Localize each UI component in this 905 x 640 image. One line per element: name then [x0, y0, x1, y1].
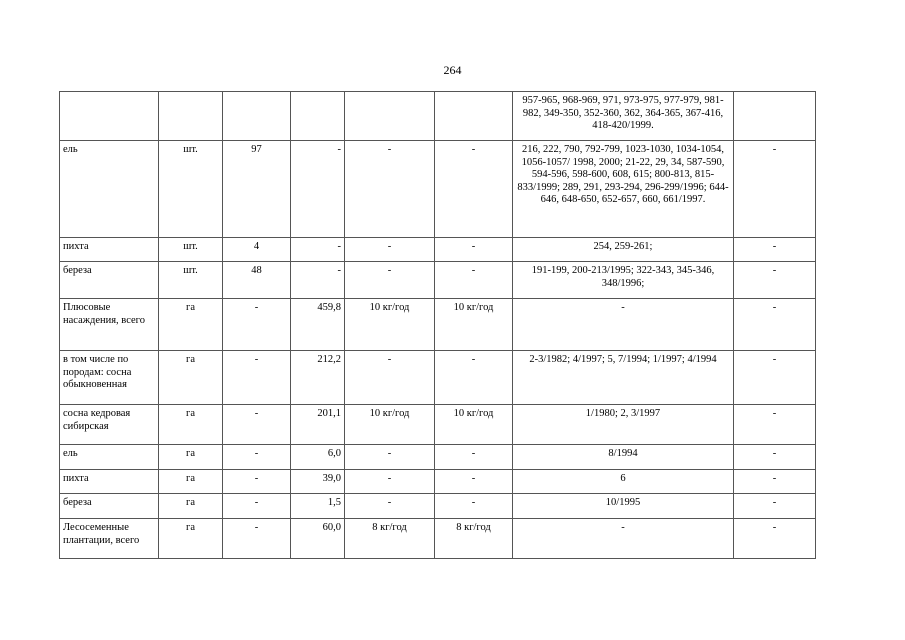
cell-unit: шт. — [159, 238, 223, 262]
cell-yield-2: - — [435, 262, 513, 299]
cell-area: 1,5 — [291, 494, 345, 519]
cell-yield-1: 10 кг/год — [345, 405, 435, 445]
cell-unit — [159, 92, 223, 141]
cell-area: - — [291, 262, 345, 299]
cell-yield-2: - — [435, 141, 513, 238]
cell-docs: - — [513, 519, 734, 559]
cell-yield-2: 10 кг/год — [435, 299, 513, 351]
table-row — [60, 519, 816, 559]
cell-area: - — [291, 141, 345, 238]
cell-yield-2 — [435, 92, 513, 141]
table-row — [60, 351, 816, 405]
cell-yield-1: - — [345, 445, 435, 470]
cell-yield-1: - — [345, 470, 435, 494]
cell-note — [734, 92, 816, 141]
cell-unit: га — [159, 445, 223, 470]
cell-name: ель — [60, 141, 159, 238]
cell-note: - — [734, 445, 816, 470]
table-row — [60, 92, 816, 141]
cell-yield-2: 10 кг/год — [435, 405, 513, 445]
cell-unit: га — [159, 299, 223, 351]
cell-qty: 4 — [223, 238, 291, 262]
cell-note: - — [734, 494, 816, 519]
cell-note: - — [734, 262, 816, 299]
cell-qty: 97 — [223, 141, 291, 238]
table-row — [60, 445, 816, 470]
cell-docs: 6 — [513, 470, 734, 494]
cell-yield-1: - — [345, 351, 435, 405]
cell-docs: 191-199, 200-213/1995; 322-343, 345-346, 348/1996; — [513, 262, 734, 299]
cell-note: - — [734, 238, 816, 262]
cell-name: пихта — [60, 238, 159, 262]
cell-qty: - — [223, 470, 291, 494]
cell-name: ель — [60, 445, 159, 470]
cell-docs: 2-3/1982; 4/1997; 5, 7/1994; 1/1997; 4/1994 — [513, 351, 734, 405]
cell-qty: - — [223, 351, 291, 405]
cell-yield-2: - — [435, 445, 513, 470]
cell-docs: 8/1994 — [513, 445, 734, 470]
cell-unit: га — [159, 405, 223, 445]
cell-name: пихта — [60, 470, 159, 494]
cell-area — [291, 92, 345, 141]
cell-name: Плюсовые насаждения, всего — [60, 299, 159, 351]
cell-yield-1 — [345, 92, 435, 141]
cell-docs: - — [513, 299, 734, 351]
page-number: 264 — [443, 63, 462, 77]
cell-docs: 10/1995 — [513, 494, 734, 519]
cell-name: береза — [60, 262, 159, 299]
cell-yield-1: 8 кг/год — [345, 519, 435, 559]
cell-docs: 216, 222, 790, 792-799, 1023-1030, 1034-1054, 1056-1057/ 1998, 2000; 21-22, 29, 34, 587-590, 594-596, 598-600, 608, 615; 800-813, 815-833/1999; 289, 291, 293-294, 296-299/1996; 644-646, 648-650, 652-657, 660, 661/1997. — [513, 141, 734, 238]
cell-qty: 48 — [223, 262, 291, 299]
cell-yield-2: - — [435, 351, 513, 405]
cell-note: - — [734, 519, 816, 559]
cell-qty: - — [223, 299, 291, 351]
table-row — [60, 238, 816, 262]
cell-name: в том числе по породам: сосна обыкновенная — [60, 351, 159, 405]
cell-name — [60, 92, 159, 141]
cell-note: - — [734, 141, 816, 238]
cell-yield-1: 10 кг/год — [345, 299, 435, 351]
table-row — [60, 470, 816, 494]
table-row — [60, 262, 816, 299]
cell-yield-1: - — [345, 238, 435, 262]
cell-unit: га — [159, 519, 223, 559]
cell-qty: - — [223, 519, 291, 559]
table-body — [60, 92, 816, 559]
cell-name: береза — [60, 494, 159, 519]
cell-name: сосна кедровая сибирская — [60, 405, 159, 445]
cell-note: - — [734, 405, 816, 445]
cell-note: - — [734, 299, 816, 351]
cell-docs: 1/1980; 2, 3/1997 — [513, 405, 734, 445]
cell-area: 212,2 — [291, 351, 345, 405]
table-row — [60, 299, 816, 351]
cell-area: 39,0 — [291, 470, 345, 494]
table-row — [60, 405, 816, 445]
cell-unit: га — [159, 351, 223, 405]
cell-area: 459,8 — [291, 299, 345, 351]
cell-unit: га — [159, 494, 223, 519]
cell-qty: - — [223, 445, 291, 470]
cell-yield-2: - — [435, 470, 513, 494]
table-row — [60, 141, 816, 238]
cell-name: Лесосеменные плантации, всего — [60, 519, 159, 559]
cell-unit: шт. — [159, 262, 223, 299]
table-row — [60, 494, 816, 519]
cell-area: 201,1 — [291, 405, 345, 445]
data-table — [59, 91, 816, 559]
cell-yield-1: - — [345, 141, 435, 238]
cell-area: 6,0 — [291, 445, 345, 470]
cell-qty: - — [223, 405, 291, 445]
cell-note: - — [734, 470, 816, 494]
cell-yield-1: - — [345, 494, 435, 519]
cell-yield-2: - — [435, 238, 513, 262]
cell-qty — [223, 92, 291, 141]
cell-qty: - — [223, 494, 291, 519]
cell-area: - — [291, 238, 345, 262]
cell-yield-2: - — [435, 494, 513, 519]
cell-docs: 254, 259-261; — [513, 238, 734, 262]
cell-yield-1: - — [345, 262, 435, 299]
cell-unit: шт. — [159, 141, 223, 238]
cell-note: - — [734, 351, 816, 405]
cell-docs: 957-965, 968-969, 971, 973-975, 977-979, 981-982, 349-350, 352-360, 362, 364-365, 367-416, 418-420/1999. — [513, 92, 734, 141]
cell-area: 60,0 — [291, 519, 345, 559]
cell-yield-2: 8 кг/год — [435, 519, 513, 559]
cell-unit: га — [159, 470, 223, 494]
